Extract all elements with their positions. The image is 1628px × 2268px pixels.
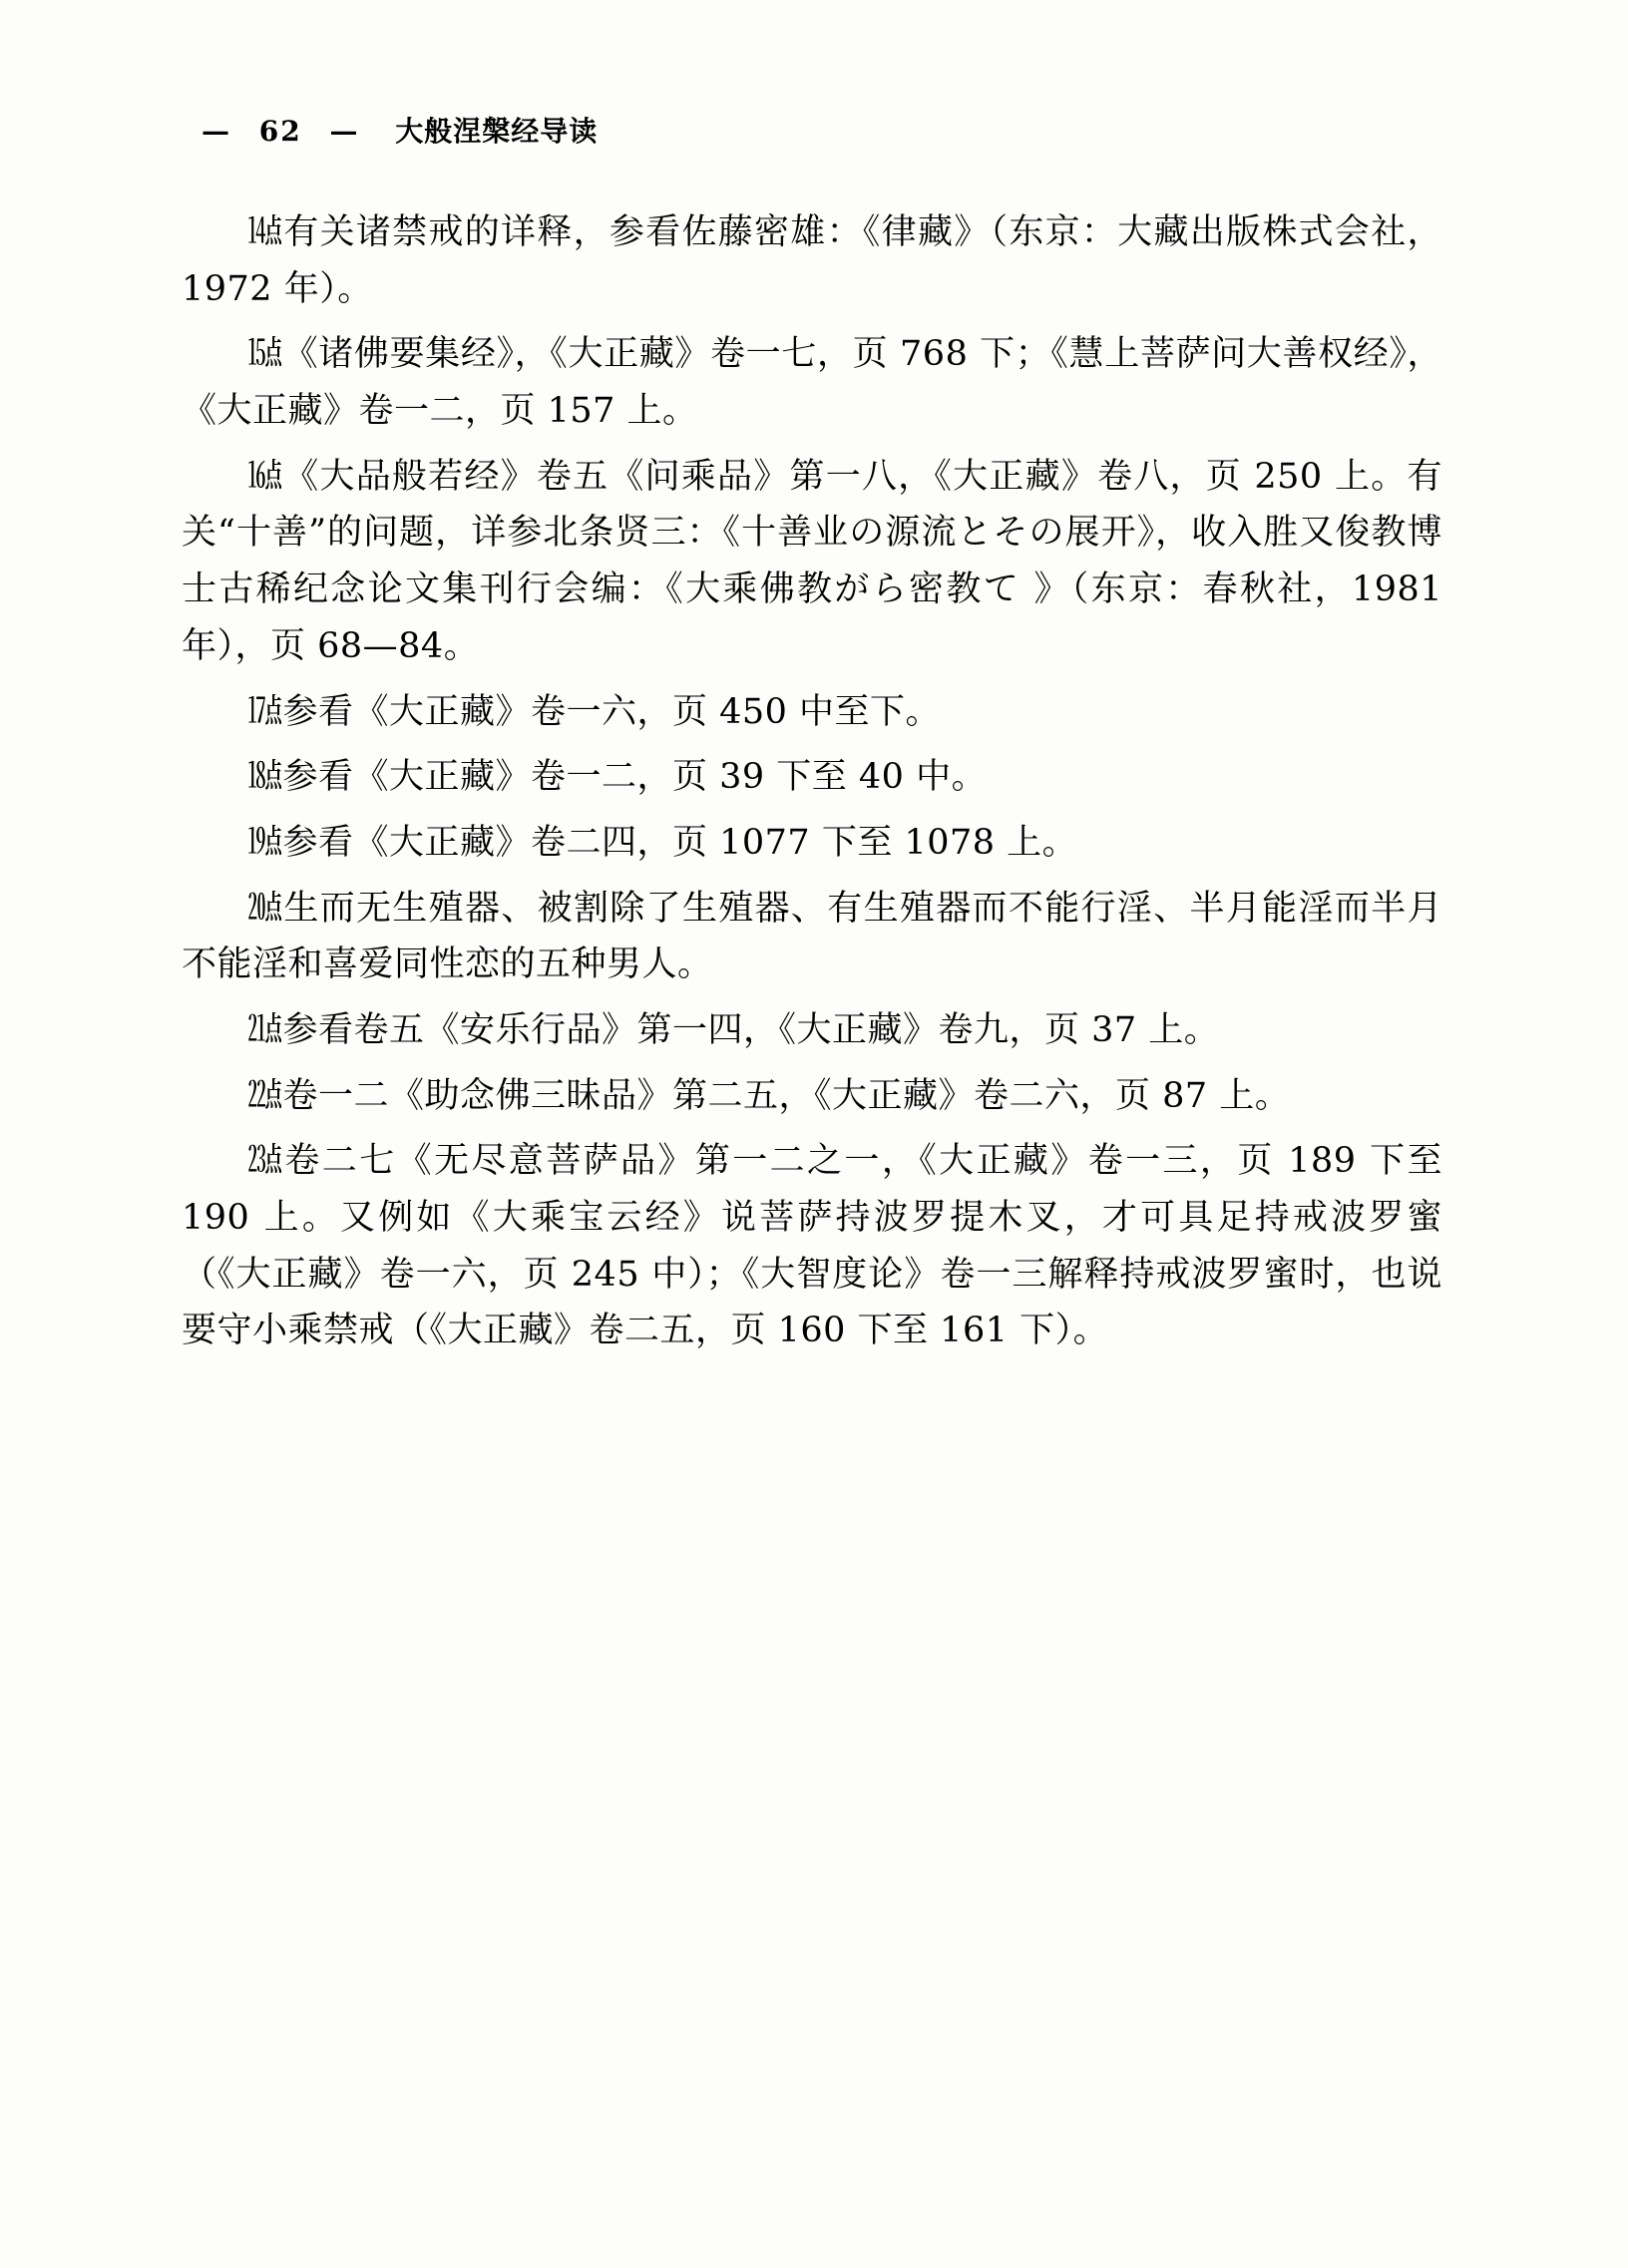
book-title: 大般涅槃经导读 [395, 115, 599, 148]
endnote-item: ㍬生而无生殖器、被割除了生殖器、有生殖器而不能行淫、半月能淫而半月不能淫和喜爱同性恋的五种男人。 [182, 888, 1442, 985]
endnote-item: ㍦有关诸禁戒的详释，参看佐藤密雄：《律藏》（东京：大藏出版株式会社，1972 年）。 [182, 212, 1442, 309]
endnote-item: ㍩参看《大正藏》卷一六，页 450 中至下。 [247, 691, 942, 732]
page-number: 62 [258, 115, 302, 148]
endnote-item: ㍫参看《大正藏》卷二四，页 1077 下至 1078 上。 [247, 822, 1078, 863]
endnotes-list [182, 204, 1442, 1359]
endnote-item: ㍮卷一二《助念佛三昧品》第二五，《大正藏》卷二六，页 87 上。 [247, 1075, 1291, 1116]
header-right-dash: — [329, 115, 360, 148]
endnote-item: ㍨《大品般若经》卷五《问乘品》第一八，《大正藏》卷八，页 250 上。有关“十善”的问题，详参北条贤三：《十善业の源流とその展开》，收入胜又俊教博士古稀纪念论文集刊行会编：《大乘佛教がら密教て 》（东京：春秋社，1981 年），页 68—84。 [182, 456, 1442, 666]
endnote-item: ㍧《诸佛要集经》，《大正藏》卷一七，页 768 下；《慧上菩萨问大善权经》，《大正藏》卷一二，页 157 上。 [182, 334, 1442, 432]
endnote-item: ㍭参看卷五《安乐行品》第一四，《大正藏》卷九，页 37 上。 [247, 1009, 1220, 1050]
endnote-item: ㍯卷二七《无尽意菩萨品》第一二之一，《大正藏》卷一三，页 189 下至 190 上。又例如《大乘宝云经》说菩萨持波罗提木叉，才可具足持戒波罗蜜（《大正藏》卷一六，页 245 中）；《大智度论》卷一三解释持戒波罗蜜时，也说要守小乘禁戒（《大正藏》卷二五，页 160 下至 161 下）。 [182, 1141, 1442, 1351]
page-header [196, 110, 598, 150]
endnote-item: ㍪参看《大正藏》卷一二，页 39 下至 40 中。 [247, 757, 988, 798]
header-left-dash: — [202, 115, 231, 148]
